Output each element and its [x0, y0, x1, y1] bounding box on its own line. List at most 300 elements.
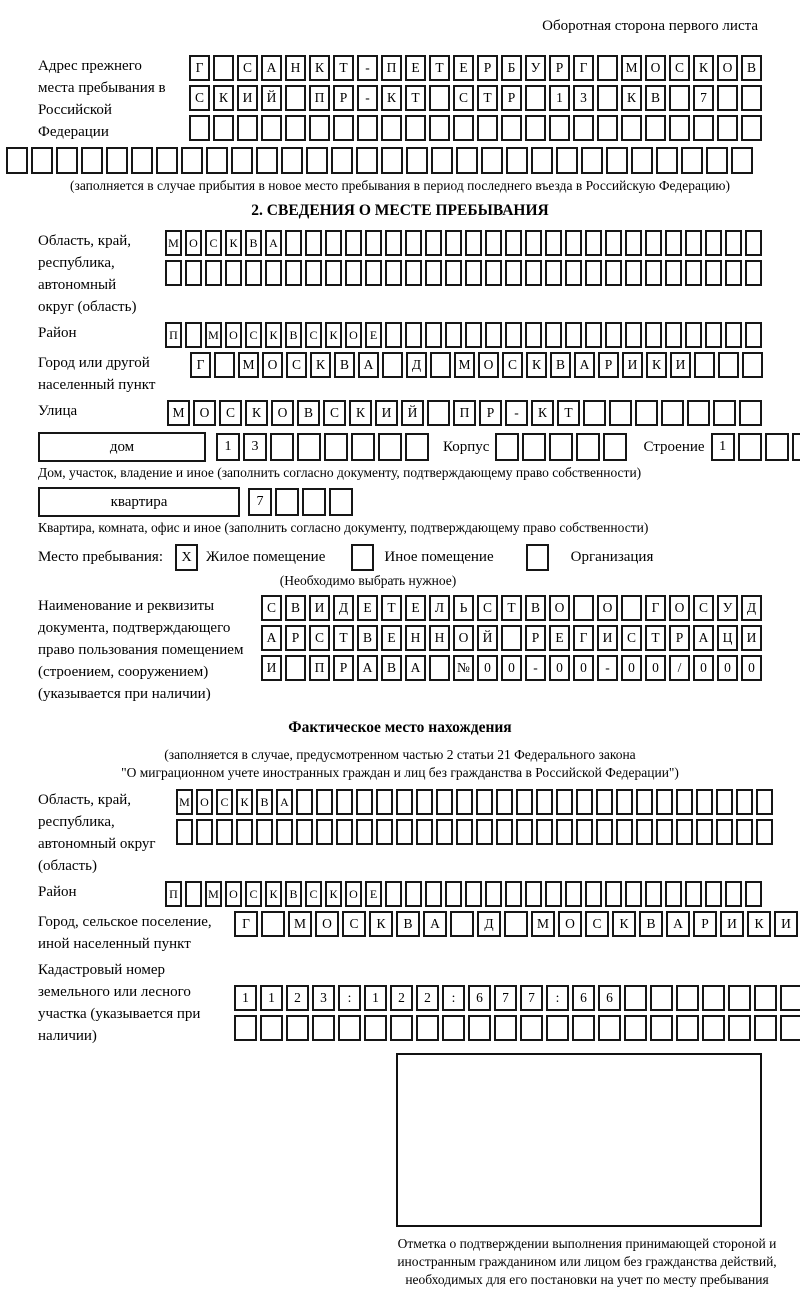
- char-box[interactable]: [385, 230, 402, 256]
- char-box[interactable]: О: [225, 322, 242, 348]
- char-box[interactable]: [501, 625, 522, 651]
- char-box[interactable]: [216, 819, 233, 845]
- char-box[interactable]: [573, 115, 594, 141]
- char-box[interactable]: М: [531, 911, 555, 937]
- char-box[interactable]: [405, 433, 429, 461]
- char-box[interactable]: [81, 147, 103, 174]
- char-box[interactable]: 0: [477, 655, 498, 681]
- char-box[interactable]: [465, 260, 482, 286]
- char-box[interactable]: [696, 819, 713, 845]
- kvartira-type-box[interactable]: квартира: [38, 487, 240, 517]
- char-box[interactable]: [636, 819, 653, 845]
- char-box[interactable]: Р: [285, 625, 306, 651]
- char-box[interactable]: П: [165, 881, 182, 907]
- char-box[interactable]: Н: [405, 625, 426, 651]
- char-box[interactable]: 1: [549, 85, 570, 111]
- char-box[interactable]: 0: [645, 655, 666, 681]
- char-box[interactable]: Р: [693, 911, 717, 937]
- char-box[interactable]: Е: [405, 55, 426, 81]
- char-box[interactable]: [245, 260, 262, 286]
- char-box[interactable]: [506, 147, 528, 174]
- char-box[interactable]: О: [193, 400, 216, 426]
- char-box[interactable]: [270, 433, 294, 461]
- char-box[interactable]: [605, 230, 622, 256]
- char-box[interactable]: [516, 819, 533, 845]
- char-box[interactable]: Н: [429, 625, 450, 651]
- char-box[interactable]: -: [357, 55, 378, 81]
- char-box[interactable]: В: [639, 911, 663, 937]
- char-box[interactable]: [213, 55, 234, 81]
- char-box[interactable]: О: [645, 55, 666, 81]
- char-box[interactable]: Е: [381, 625, 402, 651]
- char-box[interactable]: [338, 1015, 361, 1041]
- char-box[interactable]: И: [597, 625, 618, 651]
- char-box[interactable]: Т: [501, 595, 522, 621]
- char-box[interactable]: С: [309, 625, 330, 651]
- char-box[interactable]: Й: [261, 85, 282, 111]
- char-box[interactable]: [756, 789, 773, 815]
- char-box[interactable]: [676, 985, 699, 1011]
- char-box[interactable]: [285, 115, 306, 141]
- char-box[interactable]: Т: [405, 85, 426, 111]
- char-box[interactable]: [356, 147, 378, 174]
- char-box[interactable]: [656, 819, 673, 845]
- char-box[interactable]: С: [502, 352, 523, 378]
- char-box[interactable]: [585, 322, 602, 348]
- char-box[interactable]: Г: [573, 55, 594, 81]
- char-box[interactable]: [621, 115, 642, 141]
- char-box[interactable]: [206, 147, 228, 174]
- char-box[interactable]: [525, 260, 542, 286]
- char-box[interactable]: [525, 230, 542, 256]
- char-box[interactable]: №: [453, 655, 474, 681]
- char-box[interactable]: [465, 230, 482, 256]
- char-box[interactable]: [501, 115, 522, 141]
- char-box[interactable]: [260, 1015, 283, 1041]
- char-box[interactable]: [645, 322, 662, 348]
- char-box[interactable]: О: [225, 881, 242, 907]
- char-box[interactable]: К: [245, 400, 268, 426]
- char-box[interactable]: [465, 881, 482, 907]
- char-box[interactable]: [728, 985, 751, 1011]
- char-box[interactable]: [261, 911, 285, 937]
- char-box[interactable]: К: [309, 55, 330, 81]
- char-box[interactable]: [302, 488, 326, 516]
- char-box[interactable]: [189, 115, 210, 141]
- char-box[interactable]: [281, 147, 303, 174]
- char-box[interactable]: [609, 400, 632, 426]
- char-box[interactable]: 0: [693, 655, 714, 681]
- char-box[interactable]: [631, 147, 653, 174]
- char-box[interactable]: [234, 1015, 257, 1041]
- char-box[interactable]: [365, 230, 382, 256]
- char-box[interactable]: И: [622, 352, 643, 378]
- char-box[interactable]: [305, 260, 322, 286]
- char-box[interactable]: С: [245, 322, 262, 348]
- char-box[interactable]: М: [238, 352, 259, 378]
- char-box[interactable]: [765, 433, 789, 461]
- char-box[interactable]: [285, 230, 302, 256]
- char-box[interactable]: О: [669, 595, 690, 621]
- char-box[interactable]: 3: [573, 85, 594, 111]
- char-box[interactable]: [718, 352, 739, 378]
- char-box[interactable]: А: [261, 55, 282, 81]
- char-box[interactable]: С: [205, 230, 222, 256]
- char-box[interactable]: 2: [390, 985, 413, 1011]
- char-box[interactable]: [694, 352, 715, 378]
- char-box[interactable]: [376, 789, 393, 815]
- char-box[interactable]: Т: [429, 55, 450, 81]
- char-box[interactable]: Р: [477, 55, 498, 81]
- char-box[interactable]: [754, 985, 777, 1011]
- char-box[interactable]: [496, 789, 513, 815]
- char-box[interactable]: Е: [549, 625, 570, 651]
- char-box[interactable]: [725, 322, 742, 348]
- char-box[interactable]: С: [669, 55, 690, 81]
- char-box[interactable]: [376, 819, 393, 845]
- char-box[interactable]: П: [309, 655, 330, 681]
- char-box[interactable]: -: [525, 655, 546, 681]
- char-box[interactable]: И: [261, 655, 282, 681]
- char-box[interactable]: У: [525, 55, 546, 81]
- char-box[interactable]: [728, 1015, 751, 1041]
- char-box[interactable]: [738, 433, 762, 461]
- char-box[interactable]: [572, 1015, 595, 1041]
- char-box[interactable]: [625, 881, 642, 907]
- char-box[interactable]: В: [245, 230, 262, 256]
- char-box[interactable]: [525, 881, 542, 907]
- char-box[interactable]: В: [285, 322, 302, 348]
- char-box[interactable]: С: [219, 400, 242, 426]
- char-box[interactable]: К: [646, 352, 667, 378]
- char-box[interactable]: С: [216, 789, 233, 815]
- char-box[interactable]: [445, 881, 462, 907]
- char-box[interactable]: [316, 789, 333, 815]
- char-box[interactable]: И: [237, 85, 258, 111]
- char-box[interactable]: [681, 147, 703, 174]
- char-box[interactable]: В: [396, 911, 420, 937]
- char-box[interactable]: И: [774, 911, 798, 937]
- char-box[interactable]: Г: [234, 911, 258, 937]
- char-box[interactable]: 7: [494, 985, 517, 1011]
- char-box[interactable]: М: [288, 911, 312, 937]
- char-box[interactable]: 1: [260, 985, 283, 1011]
- char-box[interactable]: С: [237, 55, 258, 81]
- char-box[interactable]: [725, 260, 742, 286]
- char-box[interactable]: [450, 911, 474, 937]
- char-box[interactable]: [705, 260, 722, 286]
- char-box[interactable]: [705, 322, 722, 348]
- char-box[interactable]: [185, 260, 202, 286]
- char-box[interactable]: [476, 819, 493, 845]
- char-box[interactable]: К: [213, 85, 234, 111]
- char-box[interactable]: [345, 230, 362, 256]
- char-box[interactable]: К: [612, 911, 636, 937]
- char-box[interactable]: [429, 115, 450, 141]
- char-box[interactable]: [725, 881, 742, 907]
- char-box[interactable]: [625, 230, 642, 256]
- char-box[interactable]: [705, 230, 722, 256]
- char-box[interactable]: [656, 789, 673, 815]
- char-box[interactable]: И: [309, 595, 330, 621]
- char-box[interactable]: [598, 1015, 621, 1041]
- char-box[interactable]: [545, 881, 562, 907]
- char-box[interactable]: С: [477, 595, 498, 621]
- char-box[interactable]: К: [349, 400, 372, 426]
- char-box[interactable]: [565, 322, 582, 348]
- char-box[interactable]: [285, 260, 302, 286]
- char-box[interactable]: [525, 85, 546, 111]
- char-box[interactable]: [621, 595, 642, 621]
- char-box[interactable]: М: [621, 55, 642, 81]
- char-box[interactable]: [717, 85, 738, 111]
- char-box[interactable]: 1: [216, 433, 240, 461]
- char-box[interactable]: 3: [312, 985, 335, 1011]
- char-box[interactable]: [265, 260, 282, 286]
- char-box[interactable]: [605, 260, 622, 286]
- char-box[interactable]: [581, 147, 603, 174]
- char-box[interactable]: [745, 322, 762, 348]
- char-box[interactable]: [780, 985, 800, 1011]
- char-box[interactable]: [431, 147, 453, 174]
- char-box[interactable]: О: [453, 625, 474, 651]
- char-box[interactable]: [780, 1015, 800, 1041]
- char-box[interactable]: [181, 147, 203, 174]
- char-box[interactable]: 7: [693, 85, 714, 111]
- char-box[interactable]: [429, 655, 450, 681]
- char-box[interactable]: М: [205, 881, 222, 907]
- char-box[interactable]: В: [645, 85, 666, 111]
- char-box[interactable]: А: [276, 789, 293, 815]
- char-box[interactable]: 6: [572, 985, 595, 1011]
- char-box[interactable]: [505, 230, 522, 256]
- char-box[interactable]: [525, 115, 546, 141]
- char-box[interactable]: [416, 789, 433, 815]
- char-box[interactable]: [425, 322, 442, 348]
- char-box[interactable]: С: [305, 881, 322, 907]
- char-box[interactable]: [325, 260, 342, 286]
- char-box[interactable]: [754, 1015, 777, 1041]
- char-box[interactable]: [185, 322, 202, 348]
- char-box[interactable]: Г: [645, 595, 666, 621]
- char-box[interactable]: [214, 352, 235, 378]
- char-box[interactable]: [325, 230, 342, 256]
- char-box[interactable]: [285, 85, 306, 111]
- char-box[interactable]: С: [261, 595, 282, 621]
- char-box[interactable]: [792, 433, 800, 461]
- char-box[interactable]: [445, 230, 462, 256]
- char-box[interactable]: [456, 147, 478, 174]
- char-box[interactable]: [336, 819, 353, 845]
- char-box[interactable]: [495, 433, 519, 461]
- char-box[interactable]: [573, 595, 594, 621]
- char-box[interactable]: [685, 230, 702, 256]
- char-box[interactable]: [545, 322, 562, 348]
- char-box[interactable]: [596, 819, 613, 845]
- char-box[interactable]: О: [597, 595, 618, 621]
- char-box[interactable]: [536, 789, 553, 815]
- char-box[interactable]: 1: [711, 433, 735, 461]
- char-box[interactable]: Г: [189, 55, 210, 81]
- char-box[interactable]: А: [574, 352, 595, 378]
- char-box[interactable]: [442, 1015, 465, 1041]
- char-box[interactable]: [616, 819, 633, 845]
- char-box[interactable]: А: [358, 352, 379, 378]
- char-box[interactable]: В: [297, 400, 320, 426]
- char-box[interactable]: [196, 819, 213, 845]
- char-box[interactable]: Е: [357, 595, 378, 621]
- char-box[interactable]: [465, 322, 482, 348]
- char-box[interactable]: С: [323, 400, 346, 426]
- char-box[interactable]: [741, 85, 762, 111]
- char-box[interactable]: [336, 789, 353, 815]
- char-box[interactable]: [106, 147, 128, 174]
- char-box[interactable]: Т: [477, 85, 498, 111]
- char-box[interactable]: [585, 260, 602, 286]
- char-box[interactable]: Е: [365, 881, 382, 907]
- char-box[interactable]: А: [693, 625, 714, 651]
- char-box[interactable]: [231, 147, 253, 174]
- char-box[interactable]: [696, 789, 713, 815]
- char-box[interactable]: [297, 433, 321, 461]
- char-box[interactable]: [717, 115, 738, 141]
- char-box[interactable]: [685, 260, 702, 286]
- char-box[interactable]: О: [549, 595, 570, 621]
- char-box[interactable]: С: [621, 625, 642, 651]
- char-box[interactable]: С: [305, 322, 322, 348]
- char-box[interactable]: [739, 400, 762, 426]
- char-box[interactable]: С: [286, 352, 307, 378]
- char-box[interactable]: [516, 789, 533, 815]
- char-box[interactable]: К: [693, 55, 714, 81]
- char-box[interactable]: [725, 230, 742, 256]
- char-box[interactable]: [445, 260, 462, 286]
- char-box[interactable]: В: [741, 55, 762, 81]
- char-box[interactable]: [256, 147, 278, 174]
- char-box[interactable]: [745, 881, 762, 907]
- char-box[interactable]: К: [225, 230, 242, 256]
- char-box[interactable]: [468, 1015, 491, 1041]
- char-box[interactable]: С: [585, 911, 609, 937]
- char-box[interactable]: [565, 260, 582, 286]
- char-box[interactable]: Р: [598, 352, 619, 378]
- char-box[interactable]: Т: [557, 400, 580, 426]
- char-box[interactable]: [676, 819, 693, 845]
- char-box[interactable]: Д: [333, 595, 354, 621]
- char-box[interactable]: [381, 115, 402, 141]
- char-box[interactable]: [545, 260, 562, 286]
- char-box[interactable]: Д: [477, 911, 501, 937]
- char-box[interactable]: [731, 147, 753, 174]
- char-box[interactable]: А: [666, 911, 690, 937]
- char-box[interactable]: М: [176, 789, 193, 815]
- char-box[interactable]: -: [597, 655, 618, 681]
- char-box[interactable]: [661, 400, 684, 426]
- char-box[interactable]: [176, 819, 193, 845]
- char-box[interactable]: К: [325, 881, 342, 907]
- char-box[interactable]: К: [369, 911, 393, 937]
- char-box[interactable]: [556, 789, 573, 815]
- char-box[interactable]: 2: [416, 985, 439, 1011]
- char-box[interactable]: [205, 260, 222, 286]
- char-box[interactable]: [405, 322, 422, 348]
- char-box[interactable]: О: [271, 400, 294, 426]
- char-box[interactable]: Р: [333, 655, 354, 681]
- char-box[interactable]: [603, 433, 627, 461]
- char-box[interactable]: :: [338, 985, 361, 1011]
- char-box[interactable]: А: [357, 655, 378, 681]
- char-box[interactable]: [556, 147, 578, 174]
- char-box[interactable]: А: [261, 625, 282, 651]
- char-box[interactable]: М: [454, 352, 475, 378]
- char-box[interactable]: [416, 819, 433, 845]
- char-box[interactable]: [650, 985, 673, 1011]
- char-box[interactable]: [650, 1015, 673, 1041]
- char-box[interactable]: Т: [333, 625, 354, 651]
- char-box[interactable]: В: [381, 655, 402, 681]
- char-box[interactable]: [390, 1015, 413, 1041]
- char-box[interactable]: [545, 230, 562, 256]
- char-box[interactable]: Е: [453, 55, 474, 81]
- char-box[interactable]: 2: [286, 985, 309, 1011]
- char-box[interactable]: [585, 230, 602, 256]
- char-box[interactable]: 6: [598, 985, 621, 1011]
- char-box[interactable]: Г: [573, 625, 594, 651]
- char-box[interactable]: [606, 147, 628, 174]
- char-box[interactable]: [485, 230, 502, 256]
- char-box[interactable]: -: [357, 85, 378, 111]
- char-box[interactable]: Й: [401, 400, 424, 426]
- char-box[interactable]: [624, 1015, 647, 1041]
- char-box[interactable]: [329, 488, 353, 516]
- char-box[interactable]: [665, 260, 682, 286]
- char-box[interactable]: Т: [381, 595, 402, 621]
- char-box[interactable]: И: [375, 400, 398, 426]
- char-box[interactable]: [351, 433, 375, 461]
- char-box[interactable]: [645, 881, 662, 907]
- char-box[interactable]: [345, 260, 362, 286]
- char-box[interactable]: [625, 322, 642, 348]
- char-box[interactable]: [676, 789, 693, 815]
- char-box[interactable]: В: [525, 595, 546, 621]
- char-box[interactable]: 0: [741, 655, 762, 681]
- char-box[interactable]: [745, 230, 762, 256]
- char-box[interactable]: [496, 819, 513, 845]
- char-box[interactable]: [685, 881, 702, 907]
- char-box[interactable]: О: [315, 911, 339, 937]
- char-box[interactable]: [522, 433, 546, 461]
- char-box[interactable]: [669, 85, 690, 111]
- char-box[interactable]: [477, 115, 498, 141]
- char-box[interactable]: [576, 433, 600, 461]
- char-box[interactable]: [381, 147, 403, 174]
- char-box[interactable]: [405, 115, 426, 141]
- char-box[interactable]: К: [325, 322, 342, 348]
- char-box[interactable]: Г: [190, 352, 211, 378]
- char-box[interactable]: В: [256, 789, 273, 815]
- char-box[interactable]: Й: [477, 625, 498, 651]
- char-box[interactable]: [645, 230, 662, 256]
- char-box[interactable]: 0: [621, 655, 642, 681]
- char-box[interactable]: [597, 55, 618, 81]
- char-box[interactable]: [742, 352, 763, 378]
- char-box[interactable]: [453, 115, 474, 141]
- char-box[interactable]: [706, 147, 728, 174]
- char-box[interactable]: [531, 147, 553, 174]
- char-box[interactable]: [156, 147, 178, 174]
- char-box[interactable]: [536, 819, 553, 845]
- char-box[interactable]: Т: [645, 625, 666, 651]
